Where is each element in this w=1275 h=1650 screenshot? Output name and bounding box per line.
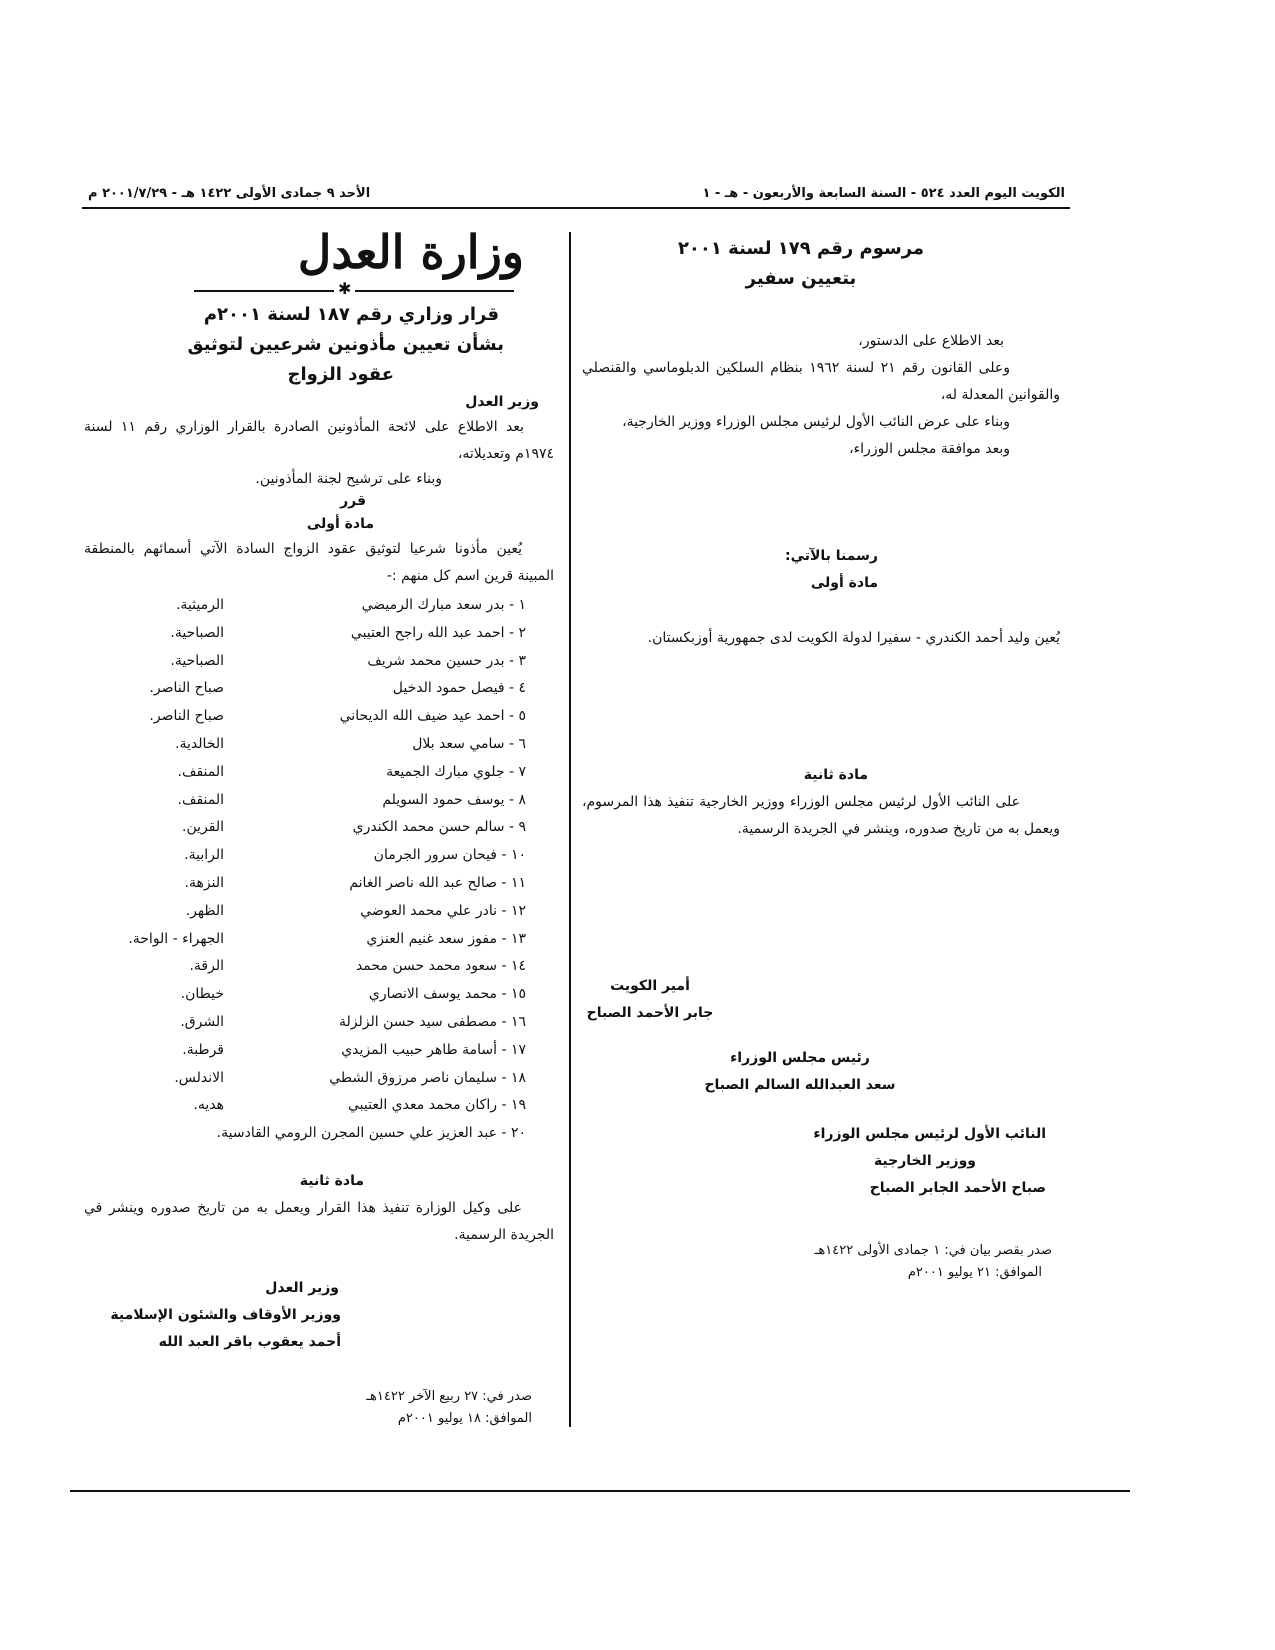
header-date: الأحد ٩ جمادى الأولى ١٤٢٢ هـ - ٢٠٠١/٧/٢٩ م: [88, 186, 371, 201]
ministry-subject-1: بشأن تعيين مأذونين شرعيين لتوثيق: [187, 334, 504, 355]
ministry-preamble-2: وبناء على ترشيح لجنة المأذونين.: [255, 471, 442, 487]
appointee-row: ١٤ - سعود محمد حسن محمد الرقة.: [189, 958, 526, 975]
ornament-star: ✱: [334, 279, 355, 298]
appointee-row: ١٣ - مفوز سعد غنيم العنزي الجهراء - الواحة.: [128, 930, 526, 947]
decree-preamble-2: وعلى القانون رقم ٢١ لسنة ١٩٦٢ بنظام السلكين الدبلوماسي والقنصلي والقوانين المعدلة له،: [582, 360, 1060, 403]
decree-issued: صدر بقصر بيان في: ١ جمادى الأولى ١٤٢٢هـ: [814, 1243, 1052, 1258]
appointee-row: ١١ - صالح عبد الله ناصر الغانم النزهة.: [184, 874, 526, 891]
appointee-row: ١ - بدر سعد مبارك الرميضي الرميثية.: [175, 597, 526, 613]
decree-article2-text: على النائب الأول لرئيس مجلس الوزراء ووزير الخارجية تنفيذ هذا المرسوم، ويعمل به من تاريخ صدوره، وينشر في الجريدة الرسمية.: [582, 794, 1060, 837]
header-issue-info: الكويت اليوم العدد ٥٢٤ - السنة السابعة والأربعون - هـ - ١: [702, 186, 1065, 201]
decree-signatory2-name: سعد العبدالله السالم الصباح: [704, 1077, 896, 1093]
appointee-row: ٥ - احمد عيد ضيف الله الديحاني صباح الناصر.: [149, 708, 526, 725]
ministry-signatory-title1: وزير العدل: [265, 1279, 339, 1296]
decree-signatory2-title: رئيس مجلس الوزراء: [730, 1050, 870, 1066]
decree-article1-title: مادة أولى: [810, 575, 878, 591]
decree-title: مرسوم رقم ١٧٩ لسنة ٢٠٠١: [677, 238, 925, 259]
appointee-row: ١٨ - سليمان ناصر مرزوق الشطي الاندلس.: [174, 1069, 526, 1086]
decree-signatory3-title2: ووزير الخارجية: [873, 1153, 976, 1169]
decree-subtitle: بتعيين سفير: [745, 268, 857, 289]
column-divider: [569, 232, 571, 1427]
ministry-corresponding: الموافق: ١٨ يوليو ٢٠٠١م: [397, 1410, 532, 1426]
ministry-preamble-1: بعد الاطلاع على لائحة المأذونين الصادرة بالقرار الوزاري رقم ١١ لسنة ١٩٧٤م وتعديلاته،: [84, 419, 554, 462]
ministry-article2-title: مادة ثانية: [299, 1172, 364, 1189]
ministry-decision-title: قرار وزاري رقم ١٨٧ لسنة ٢٠٠١م: [203, 304, 499, 325]
decree-preamble-1: بعد الاطلاع على الدستور،: [858, 333, 1004, 349]
appointee-row: ١٠ - فيحان سرور الجرمان الرابية.: [184, 847, 526, 864]
ministry-decided: قرر: [340, 493, 366, 509]
ministry-issued: صدر في: ٢٧ ربيع الآخر ١٤٢٢هـ: [366, 1388, 532, 1404]
appointee-row: ١٦ - مصطفى سيد حسن الزلزلة الشرق.: [180, 1013, 526, 1030]
ministry-name: وزارة العدل: [297, 225, 524, 279]
appointee-row: ١٥ - محمد يوسف الانصاري خيطان.: [180, 986, 526, 1003]
appointee-row: ١٧ - أسامة طاهر حبيب المزيدي قرطبة.: [182, 1041, 526, 1058]
ministry-signatory-title2: ووزير الأوقاف والشئون الإسلامية: [110, 1306, 341, 1323]
footer-rule: [70, 1490, 1130, 1492]
ministry-article1-text: يُعين مأذونا شرعيا لتوثيق عقود الزواج السادة الآتي أسمائهم بالمنطقة المبينة قرين اسم كل منهم :-: [84, 541, 554, 584]
appointee-row: ٢ - احمد عبد الله راجح العتيبي الصباحية.: [170, 624, 526, 641]
ministry-subject-2: عقود الزواج: [287, 364, 394, 385]
ministry-column: [84, 222, 554, 1430]
decree-corresponding: الموافق: ٢١ يوليو ٢٠٠١م: [907, 1265, 1042, 1280]
decree-decreed: رسمنا بالآتي:: [784, 548, 878, 564]
ministry-article2-text: على وكيل الوزارة تنفيذ هذا القرار ويعمل به من تاريخ صدوره وينشر في الجريدة الرسمية.: [84, 1199, 554, 1243]
appointee-row: ٨ - يوسف حمود السويلم المنقف.: [177, 791, 526, 808]
decree-signatory3-title: النائب الأول لرئيس مجلس الوزراء: [813, 1126, 1046, 1142]
appointee-row: ١٢ - نادر علي محمد العوضي الظهر.: [185, 902, 526, 919]
decree-column: [582, 234, 1060, 1284]
ministry-article1-title: مادة أولى: [306, 516, 374, 532]
ministry-ornament-line: [194, 279, 514, 300]
decree-signatory1-title: أمير الكويت: [610, 978, 690, 994]
appointees-list: [84, 592, 554, 1148]
appointee-row: ٤ - فيصل حمود الدخيل صباح الناصر.: [149, 680, 526, 697]
decree-article2-title: مادة ثانية: [803, 767, 868, 783]
appointee-row: ٦ - سامي سعد بلال الخالدية.: [175, 735, 526, 752]
decree-preamble-4: وبعد موافقة مجلس الوزراء،: [849, 441, 1010, 457]
ministry-minister-heading: وزير العدل: [465, 394, 539, 410]
appointee-row: ٩ - سالم حسن محمد الكندري القرين.: [182, 819, 526, 836]
header-rule: [82, 207, 1070, 209]
decree-signatory1-name: جابر الأحمد الصباح: [586, 1005, 714, 1021]
decree-signatory3-name: صباح الأحمد الجابر الصباح: [869, 1180, 1046, 1196]
ministry-signatory-name: أحمد يعقوب باقر العبد الله: [158, 1333, 341, 1350]
appointee-row: ١٩ - راكان محمد معدي العتيبي هديه.: [193, 1097, 526, 1114]
decree-preamble-3: وبناء على عرض النائب الأول لرئيس مجلس الوزراء ووزير الخارجية،: [622, 414, 1010, 430]
appointee-row: ٣ - بدر حسين محمد شريف الصباحية.: [170, 652, 526, 669]
appointee-row: ٧ - جلوي مبارك الجميعة المنقف.: [177, 763, 526, 780]
appointee-row-last: ٢٠ - عبد العزيز علي حسين المجرن الرومي القادسية.: [216, 1125, 526, 1142]
decree-article1-text: يُعين وليد أحمد الكندري - سفيرا لدولة الكويت لدى جمهورية أوزبكستان.: [647, 630, 1060, 646]
